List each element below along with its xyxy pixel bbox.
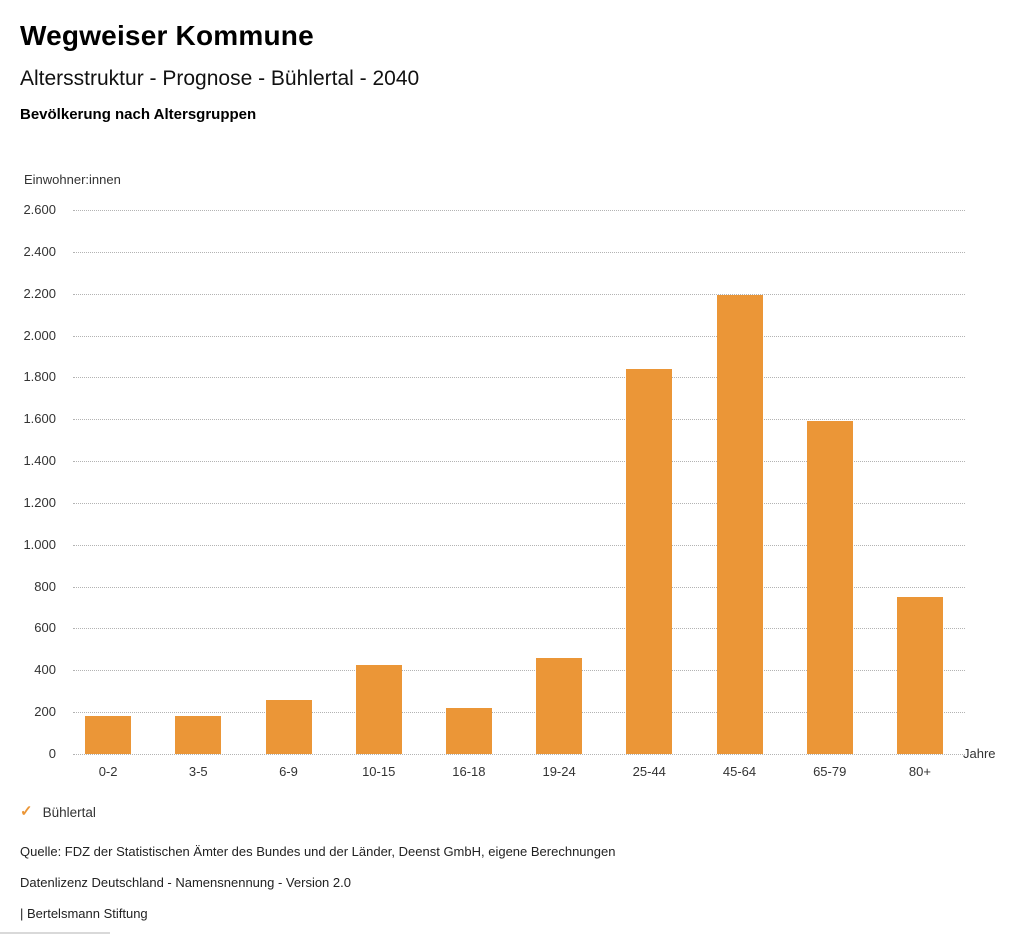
bar-10-15[interactable] <box>356 665 402 754</box>
license-text: Datenlizenz Deutschland - Namensnennung - Version 2.0 <box>20 875 351 890</box>
bar-0-2[interactable] <box>85 716 131 754</box>
gridline <box>73 377 965 378</box>
bottom-border-line <box>0 932 110 934</box>
x-tick-label: 6-9 <box>279 764 298 779</box>
x-tick-label: 0-2 <box>98 764 118 779</box>
gridline <box>73 336 965 337</box>
gridline <box>73 419 965 420</box>
y-tick-label: 2.000 <box>23 327 56 343</box>
publisher-text: | Bertelsmann Stiftung <box>20 906 148 921</box>
x-tick-label: 25-44 <box>632 764 666 779</box>
source-text: Quelle: FDZ der Statistischen Ämter des Bundes und der Länder, Deenst GmbH, eigene Berechnungen <box>20 844 616 859</box>
bar-45-64[interactable] <box>717 295 763 754</box>
bar-19-24[interactable] <box>536 658 582 754</box>
y-tick-label: 1.200 <box>23 494 56 510</box>
y-axis-title: Einwohner:innen <box>24 172 121 187</box>
x-tick-label: 16-18 <box>452 764 486 779</box>
page-title: Wegweiser Kommune <box>20 20 314 51</box>
y-tick-label: 2.400 <box>23 243 56 259</box>
y-axis-tick-labels <box>0 202 56 761</box>
y-tick-label: 1.000 <box>23 536 56 552</box>
gridline <box>73 294 965 295</box>
bar-6-9[interactable] <box>266 700 312 754</box>
check-icon: ✓ <box>20 803 33 820</box>
gridline <box>73 754 965 755</box>
bar-65-79[interactable] <box>807 421 853 754</box>
y-tick-label: 1.400 <box>23 453 56 469</box>
y-tick-label: 800 <box>34 578 56 594</box>
legend-label: Bühlertal <box>42 804 96 820</box>
y-tick-label: 200 <box>34 704 56 720</box>
plot-area <box>63 210 965 754</box>
gridline <box>73 210 965 211</box>
y-tick-label: 1.800 <box>23 369 56 385</box>
legend-item-buehlertal[interactable] <box>20 804 96 820</box>
y-tick-label: 1.600 <box>23 411 56 427</box>
x-axis-labels <box>63 764 965 784</box>
x-tick-label: 19-24 <box>542 764 576 779</box>
x-axis-title: Jahre <box>963 746 996 761</box>
chart-subtitle: Altersstruktur - Prognose - Bühlertal - 2040 <box>20 67 420 90</box>
y-tick-label: 600 <box>34 620 56 636</box>
y-tick-label: 2.200 <box>23 285 56 301</box>
chart-heading: Bevölkerung nach Altersgruppen <box>20 106 257 123</box>
bar-16-18[interactable] <box>446 708 492 754</box>
bar-3-5[interactable] <box>175 716 221 754</box>
x-tick-label: 10-15 <box>362 764 396 779</box>
x-tick-label: 65-79 <box>813 764 847 779</box>
bar-25-44[interactable] <box>626 369 672 754</box>
x-tick-label: 80+ <box>908 764 931 779</box>
y-tick-label: 0 <box>48 746 56 761</box>
bar-80+[interactable] <box>897 597 943 754</box>
gridline <box>73 252 965 253</box>
x-tick-label: 3-5 <box>188 764 208 779</box>
y-tick-label: 2.600 <box>23 202 56 217</box>
x-tick-label: 45-64 <box>722 764 757 779</box>
y-tick-label: 400 <box>34 662 56 678</box>
